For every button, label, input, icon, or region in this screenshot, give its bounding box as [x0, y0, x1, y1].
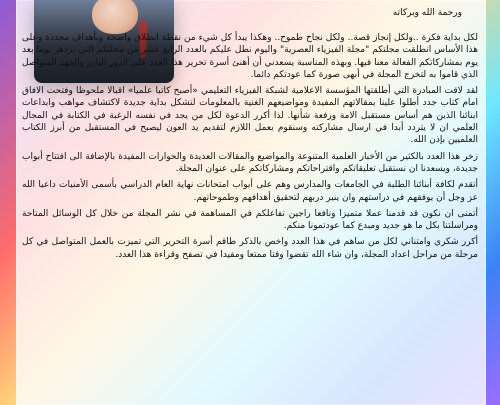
paragraph-5: أتمنى ان نكون قد قدمنا عملا متميزا ونافعا راجين تفاعلكم في المساهمة في نشر المجلة من خلال كل الوسائل المتاحة ومراسلتنا بكل ما هو جديد ومبدع كما عودتمونا منكم. [22, 208, 478, 232]
paragraph-3: زخر هذا العدد بالكثير من الأخبار العلمية المتنوعة والمواضيع والمقالات العديدة والحوارات المفيدة بالإضافة الى افتتاح أبواب جديدة، ويسعدنا ان نستقبل تعليقاتكم واقتراحاتكم ومشاركاتكم على عنوان المجلة. [22, 151, 478, 174]
greeting: ورحمة الله وبركاته [392, 8, 462, 18]
paragraph-1: لكل بداية فكرة ..ولكل إنجاز قصة.. ولكل نجاح طموح.. وهكذا يبدأ كل شيء من نقطة انطلاق واضحة وبأهداف محددة وعلى هذا الأساس انطلقت مجلتكم "مجلة الفيزياء العصرية" واليوم نطل عليكم بالعدد الرابع عشر من مجلتكم التي تزدهر يوما بعد يوم بمشاركاتكم الفعالة معنا فيها. وبهذه المناسبة يسعدني أن أهنئ أسرة تحرير هذا العدد على الدور البارز والجهد المتواصل الذي قاموا به لتخرج المجلة في أبهى صورة كما عودتكم دائما. [22, 33, 478, 80]
paragraph-2: لقد لاقت المبادرة التي أطلقتها المؤسسة الاعلامية لشبكة الفيزياء التعليمي «أصبح كاتبا علميا» اقبالا ملحوظا وفتحت الافاق امام كتاب جدد أطلوا علينا بمقالاتهم المفيدة ومواضيعهم الغنية بالمعلومات لتشكل بداية جديدة لاكتشاف مواهب وابداعات ابنائنا الذين هم أساس مستقبل الامة ورفعة شأنها. لذا أكرر الدعوة لكل من يجد في نفسه الرغبة في الكتابة في المجال العلمي ان لا يتردد أبدا في ارسال مشاركته وسنقوم بعمل اللازم لتقديم يد العون ليصبح في المستقبل من أبرز الكتاب العلميين بإذن الله. [22, 86, 478, 146]
paragraph-6: أكرر شكري وامتناني لكل من ساهم في هذا العدد واخص بالذكر طاقم أسرة التحرير التي تميزت بالعمل المتواصل في كل مرحلة من مراحل اعداد المجلة، وان شاء الله تقضوا وقتا ممتعا ومفيدا في تصفح وقراءة هذا العدد. [22, 237, 478, 260]
editorial-text [22, 6, 478, 404]
paragraph-4: أتقدم لكافة أبنائنا الطلبة في الجامعات والمدارس وهم على أبواب امتحانات نهاية العام الدراسي بأسمى الأمنيات داعيا الله عز وجل أن يوفقهم في دراستهم وان ينير دربهم لتحقيق أهدافهم وطموحاتهم. [22, 180, 478, 203]
